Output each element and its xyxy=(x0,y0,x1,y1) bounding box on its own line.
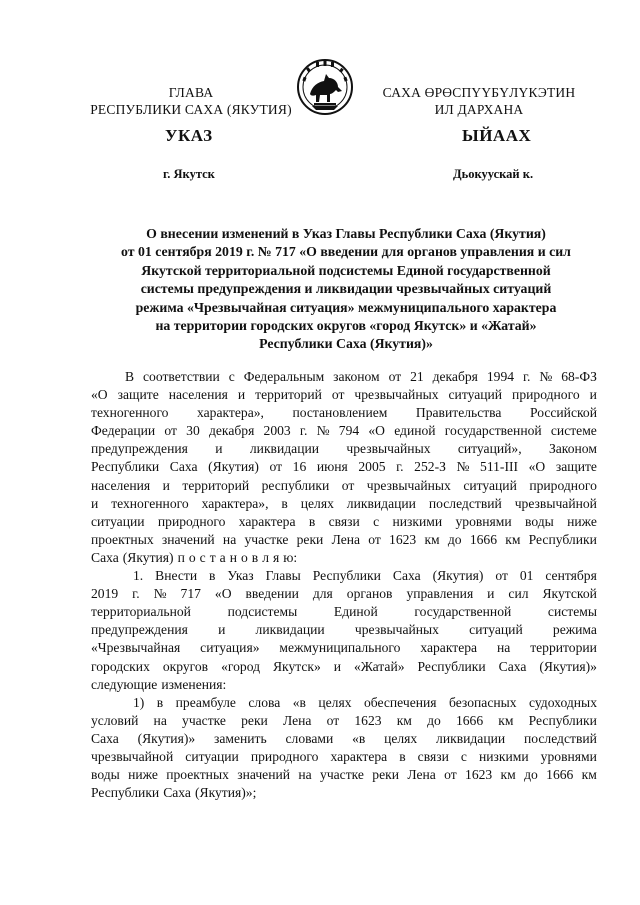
body-line: ситуации природного характера в связи с низкими уровнями воды ниже xyxy=(91,513,597,529)
body-line: населения и территорий республики от чрезвычайных ситуаций природного xyxy=(91,477,597,493)
body-line: следующие изменения: xyxy=(91,676,227,692)
body-line: Саха (Якутия) п о с т а н о в л я ю: xyxy=(91,549,298,565)
title-line: Якутской территориальной подсистемы Единой государственной xyxy=(141,262,551,278)
body-line: городских округов «город Якутск» и «Жатай» Республики Саха (Якутия)» xyxy=(91,658,597,674)
title-line: на территории городских округов «город Якутск» и «Жатай» xyxy=(155,318,537,334)
body-line: «О защите населения и территорий от чрезвычайных ситуаций природного и xyxy=(91,387,597,403)
body-line: 1. Внести в Указ Главы Республики Саха (Якутия) от 01 сентября xyxy=(133,568,597,584)
body-line: «Чрезвычайная ситуация» межмуниципального характера на территории xyxy=(91,640,597,656)
title-line: Республики Саха (Якутия)» xyxy=(259,336,433,352)
body-line: предупреждения и ликвидации чрезвычайных ситуаций режима xyxy=(91,622,597,638)
decree-title xyxy=(96,225,596,354)
title-line: от 01 сентября 2019 г. № 717 «О введении для органов управления и сил xyxy=(121,244,571,260)
city-left: г. Якутск xyxy=(163,167,215,181)
header-right-line-2: ИЛ ДАРХАНА xyxy=(434,102,524,117)
body-line: Федерации от 30 декабря 2003 г. № 794 «О единой государственной системе xyxy=(91,423,597,439)
doc-type-left: УКАЗ xyxy=(165,126,213,145)
body-line: 2019 г. № 717 «О введении для органов управления и сил Якутской xyxy=(91,586,597,602)
body-line: Республики Саха (Якутия) от 16 июня 2005 г. 252-З № 511-III «О защите xyxy=(91,459,597,475)
body-line: воды ниже проектных значений на участке реки Лена от 1623 км до 1666 км xyxy=(91,767,597,783)
city-right: Дьокуускай к. xyxy=(453,167,534,181)
header-left-line-1: ГЛАВА xyxy=(168,85,214,100)
doc-type-right: ЫЙААХ xyxy=(462,126,532,145)
title-line: системы предупреждения и ликвидации чрезвычайных ситуаций xyxy=(140,281,552,297)
body-line: и техногенного характера», в целях ликвидации последствий чрезвычайной xyxy=(91,495,597,511)
body-line: проектных значений на участке реки Лена от 1623 км до 1666 км Республики xyxy=(91,531,597,547)
title-line: режима «Чрезвычайная ситуация» межмуниципального характера xyxy=(135,299,557,315)
title-line: О внесении изменений в Указ Главы Республики Саха (Якутия) xyxy=(146,226,546,241)
coat-of-arms-emblem xyxy=(296,56,354,118)
body-line: Республики Саха (Якутия)»; xyxy=(91,785,257,801)
body-line: техногенного характера», постановлением Правительства Российской xyxy=(91,405,597,421)
body-line: Саха (Якутия)» заменить словами «в целях ликвидации последствий xyxy=(91,730,597,746)
body-line: предупреждения и ликвидации чрезвычайных ситуаций», Законом xyxy=(91,441,597,457)
decree-body xyxy=(91,368,597,802)
body-line: чрезвычайной ситуации природного характера в связи с низкими уровнями xyxy=(91,748,597,764)
header-right-line-1: САХА ӨРӨСПYYБYЛYКЭТИН xyxy=(382,85,576,100)
body-line: территориальной подсистемы Единой государственной системы xyxy=(91,604,597,620)
header-left-line-2: РЕСПУБЛИКИ САХА (ЯКУТИЯ) xyxy=(90,102,292,117)
body-line: В соответствии с Федеральным законом от 21 декабря 1994 г. № 68-ФЗ xyxy=(125,369,597,384)
header-right xyxy=(374,84,584,118)
body-line: 1) в преамбуле слова «в целях обеспечения безопасных судоходных xyxy=(133,694,597,710)
body-line: условий на участке реки Лена от 1623 км до 1666 км Республики xyxy=(91,712,597,728)
header-left xyxy=(76,84,306,118)
